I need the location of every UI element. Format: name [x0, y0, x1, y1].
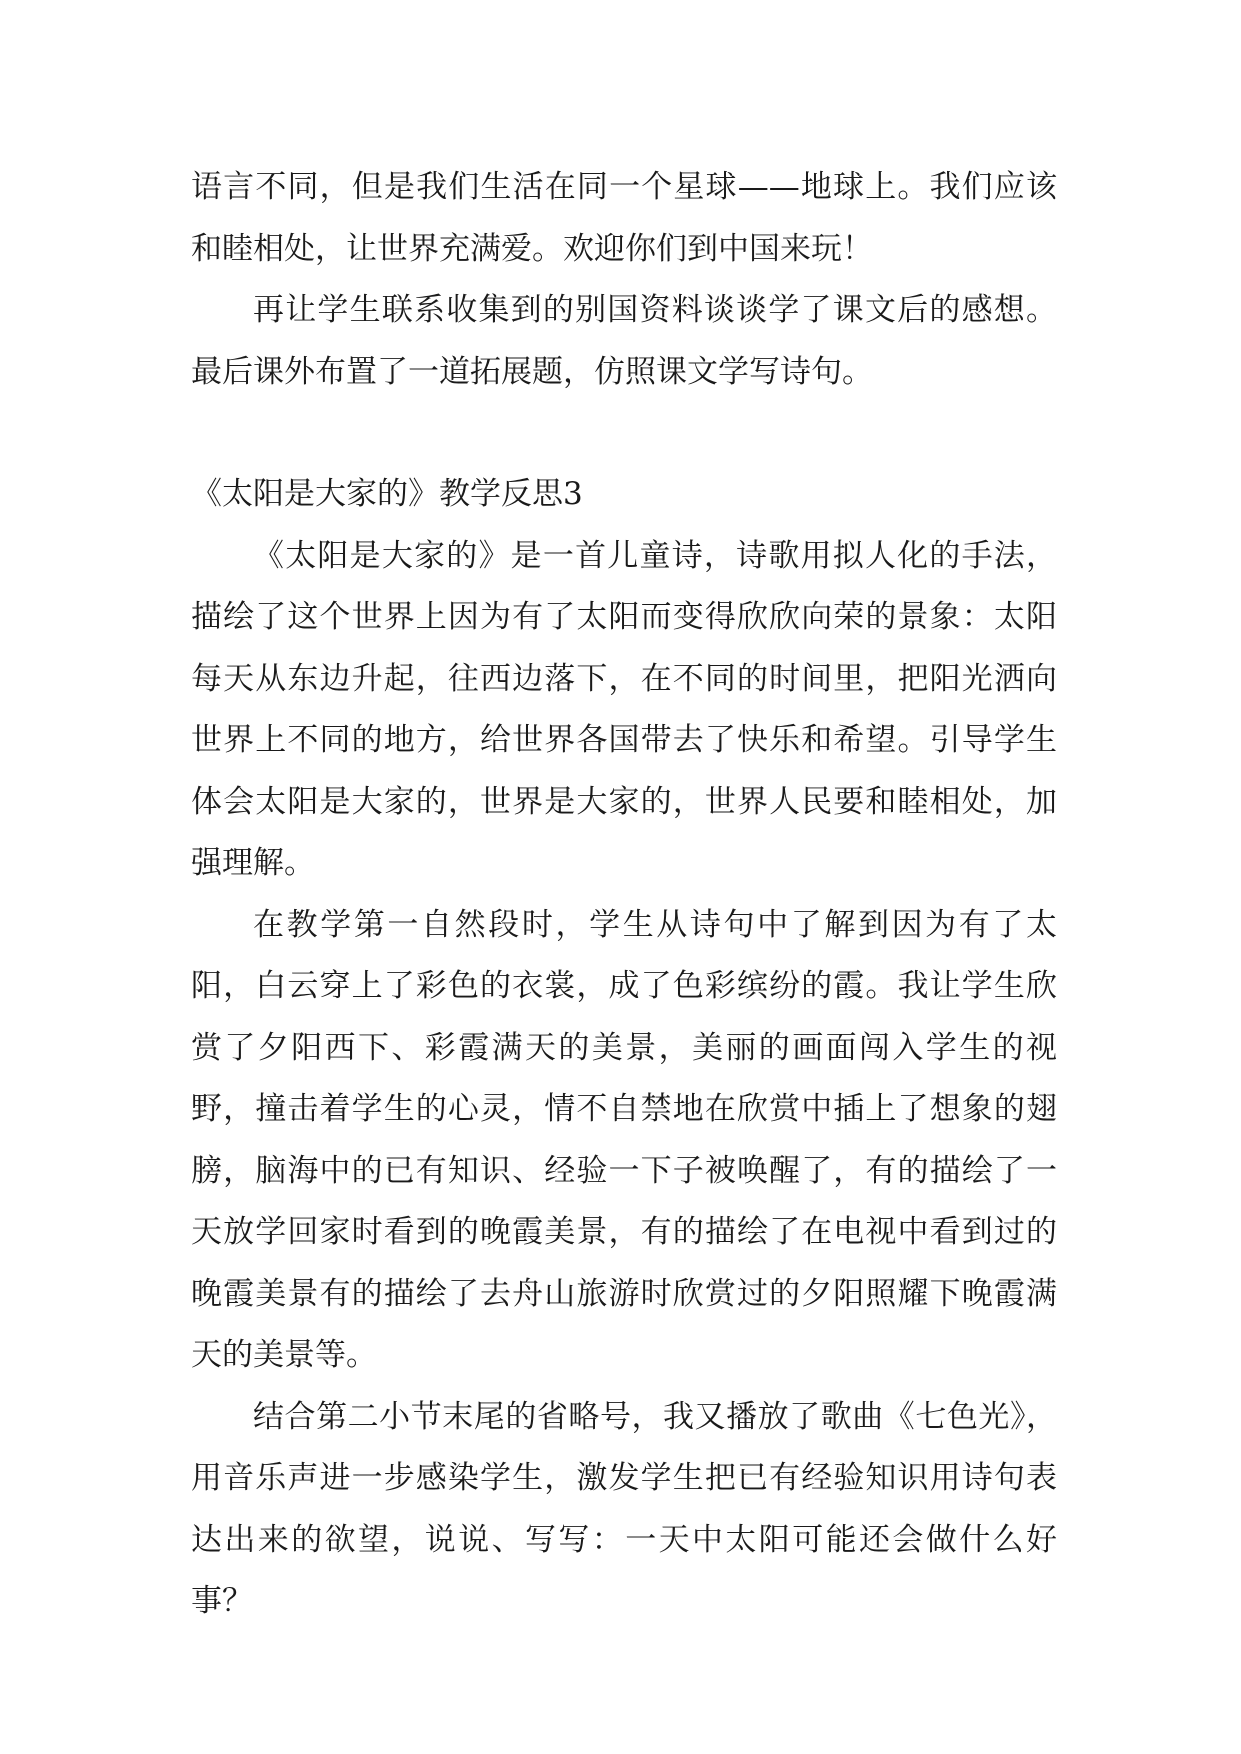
paragraph: 在教学第一自然段时，学生从诗句中了解到因为有了太阳，白云穿上了彩色的衣裳，成了色彩缤纷的霞。我让学生欣赏了夕阳西下、彩霞满天的美景，美丽的画面闯入学生的视野，撞击着学生的心灵，情不自禁地在欣赏中插上了想象的翅膀，脑海中的已有知识、经验一下子被唤醒了，有的描绘了一天放学回家时看到的晚霞美景，有的描绘了在电视中看到过的晚霞美景有的描绘了去舟山旅游时欣赏过的夕阳照耀下晚霞满天的美景等。 [191, 906, 1057, 1373]
paragraph: 再让学生联系收集到的别国资料谈谈学了课文后的感想。最后课外布置了一道拓展题，仿照课文学写诗句。 [191, 292, 1057, 390]
section-heading: 《太阳是大家的》教学反思3 [191, 476, 583, 512]
document-body [191, 157, 1057, 1633]
paragraph-continued: 语言不同，但是我们生活在同一个星球——地球上。我们应该和睦相处，让世界充满爱。欢迎你们到中国来玩！ [191, 169, 1057, 267]
paragraph: 结合第二小节末尾的省略号，我又播放了歌曲《七色光》，用音乐声进一步感染学生，激发学生把已有经验知识用诗句表达出来的欲望，说说、写写：一天中太阳可能还会做什么好事？ [191, 1398, 1057, 1619]
section-gap [191, 403, 1057, 464]
paragraph: 《太阳是大家的》是一首儿童诗，诗歌用拟人化的手法，描绘了这个世界上因为有了太阳而变得欣欣向荣的景象：太阳每天从东边升起，往西边落下，在不同的时间里，把阳光洒向世界上不同的地方，给世界各国带去了快乐和希望。引导学生体会太阳是大家的，世界是大家的，世界人民要和睦相处，加强理解。 [191, 537, 1057, 881]
